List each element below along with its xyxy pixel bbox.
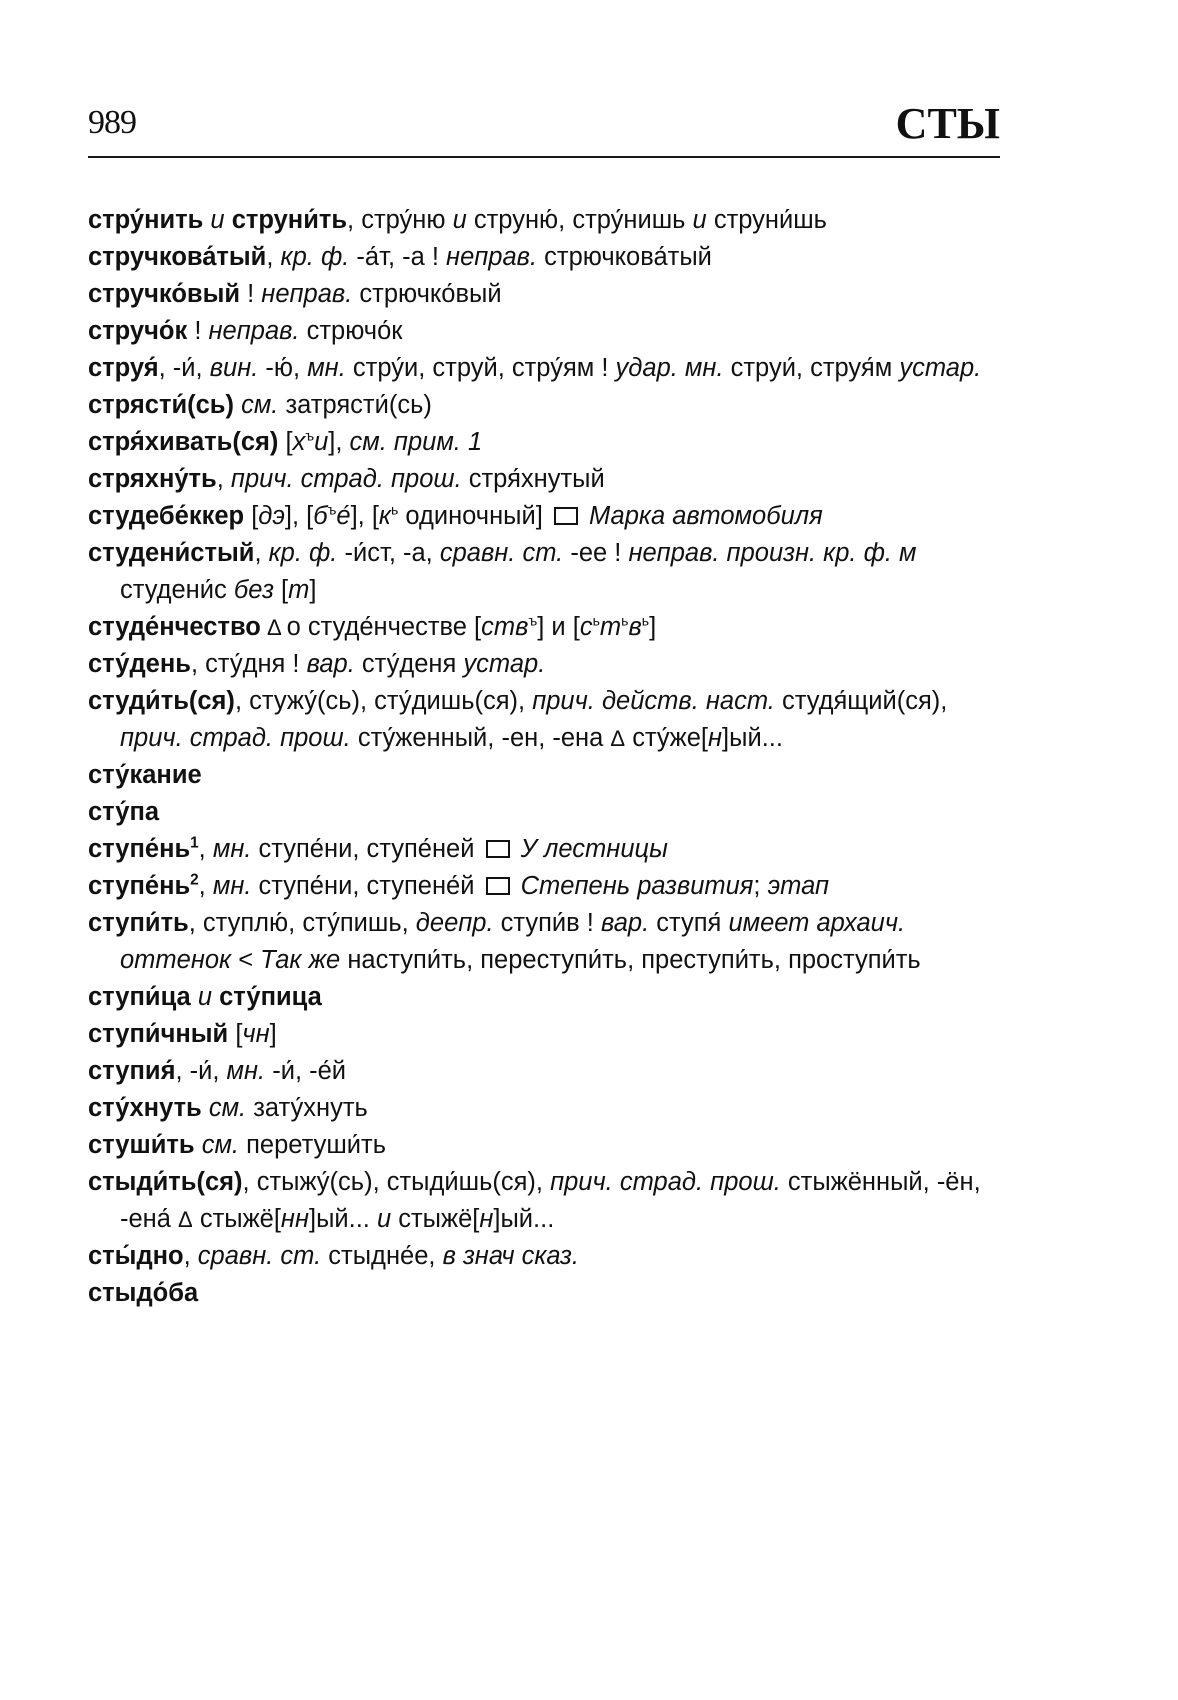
entry-text: ! — [187, 317, 209, 345]
dictionary-entry — [88, 1127, 1000, 1164]
dictionary-entry — [88, 424, 1000, 461]
dictionary-entry — [88, 1275, 1000, 1312]
grammar-note: нн — [280, 1205, 309, 1233]
headword: стыдо́ба — [88, 1279, 199, 1307]
grammar-note: и — [203, 206, 232, 234]
grammar-note: вар. — [306, 650, 355, 678]
entry-text: ступи́в ! — [493, 909, 601, 937]
headword: студи́ть(ся) — [88, 687, 235, 715]
grammar-note: без — [233, 576, 274, 604]
entry-text: ]ый... — [722, 724, 783, 752]
dictionary-entry — [88, 1090, 1000, 1127]
entry-text: , стужу́(сь), сту́дишь(ся), — [234, 687, 533, 715]
entry-text: стрючкова́тый — [537, 243, 712, 271]
entry-text: , — [266, 243, 281, 271]
grammar-note: см. прим. 1 — [349, 428, 483, 456]
headword: струя́ — [88, 354, 159, 382]
definition-box-icon — [486, 877, 510, 895]
entry-text: ] и [ — [537, 613, 580, 641]
grammar-note: см. — [241, 391, 279, 419]
grammar-note: в — [628, 613, 642, 641]
grammar-note: и — [452, 206, 467, 234]
headword: стряхну́ть — [88, 465, 217, 493]
grammar-note: и — [376, 1205, 392, 1233]
headword: ступе́нь — [88, 835, 191, 863]
entry-text: , стру́ню — [347, 206, 453, 234]
entry-text: , стыжу́(сь), стыди́шь(ся), — [242, 1168, 551, 1196]
phonetic-mark: ъ — [305, 427, 315, 444]
grammar-note: вин. — [209, 354, 259, 382]
entry-text: , ступлю́, сту́пишь, — [188, 909, 416, 937]
entry-text: , сту́дня ! — [190, 650, 307, 678]
entry-text: стыдне́е, — [321, 1242, 443, 1270]
grammar-note: н — [479, 1205, 494, 1233]
entry-text: , — [183, 1242, 198, 1270]
grammar-note: неправ. — [446, 243, 538, 271]
entry-text: стру́и, струй, стру́ям ! — [345, 354, 616, 382]
grammar-note: устар. — [899, 354, 982, 382]
dictionary-entry — [88, 1164, 1000, 1238]
grammar-note: мн. — [212, 872, 252, 900]
entry-text: стрючко́вый — [352, 280, 502, 308]
headword: сты́дно — [88, 1242, 184, 1270]
headword: ступия́ — [88, 1057, 176, 1085]
definition-box-icon — [486, 840, 510, 858]
dictionary-entry — [88, 535, 1000, 609]
triangle-icon: Δ — [178, 1207, 193, 1232]
entry-text: одиночный] — [398, 502, 550, 530]
grammar-note: см. — [208, 1094, 247, 1122]
grammar-note: имеет архаич. оттенок — [120, 909, 906, 974]
entry-text: -и́ст, -а, — [337, 539, 440, 567]
grammar-note: и — [692, 206, 707, 234]
grammar-note: сравн. ст. — [197, 1242, 322, 1270]
dictionary-entry — [88, 387, 1000, 424]
entry-text: -ее ! — [563, 539, 629, 567]
entry-text: ; — [753, 872, 768, 900]
headword: стыди́ть(ся) — [88, 1168, 243, 1196]
grammar-note: прич. страд. прош. — [120, 724, 351, 752]
headword: студени́стый — [88, 539, 255, 567]
grammar-note: дэ — [258, 502, 285, 530]
entry-text: ] — [269, 1020, 277, 1048]
dictionary-entry — [88, 757, 1000, 794]
headword: стуши́ть — [88, 1131, 195, 1159]
headword: ступи́ть — [88, 909, 189, 937]
entry-text: струню́, стру́нишь — [466, 206, 693, 234]
entry-text: , -и́, — [175, 1057, 227, 1085]
entry-text: сту́же[ — [625, 724, 708, 752]
grammar-note: сравн. ст. — [439, 539, 564, 567]
dictionary-entry — [88, 1053, 1000, 1090]
entry-text: ] — [649, 613, 657, 641]
entry-text — [202, 1094, 209, 1122]
dictionary-entries — [88, 202, 1000, 1312]
phonetic-mark: ь — [390, 501, 399, 518]
entry-text: студя́щий(ся), — [774, 687, 948, 715]
dictionary-entry — [88, 313, 1000, 350]
entry-text: стря́хнутый — [461, 465, 605, 493]
phonetic-mark: ъ — [327, 501, 337, 518]
entry-text — [582, 502, 589, 530]
grammar-note: б — [313, 502, 328, 530]
entry-text: стрючо́к — [299, 317, 403, 345]
grammar-note: неправ. — [208, 317, 300, 345]
definition-box-icon — [554, 507, 578, 525]
headword: стру́нить — [88, 206, 204, 234]
grammar-note: т — [599, 613, 622, 641]
grammar-note: неправ. произн. кр. ф. м — [628, 539, 917, 567]
grammar-note: мн. — [212, 835, 252, 863]
entry-text: ! — [240, 280, 262, 308]
entry-text: сту́деня — [354, 650, 464, 678]
headword: ступе́нь — [88, 872, 191, 900]
dictionary-entry — [88, 1238, 1000, 1275]
entry-text: стыжё[ — [391, 1205, 480, 1233]
entry-text: сту́женный, -ен, -ена — [350, 724, 611, 752]
entry-text: стыжё[ — [192, 1205, 281, 1233]
entry-text: [ — [228, 1020, 243, 1048]
grammar-note: и — [314, 428, 329, 456]
grammar-note: вар. — [600, 909, 650, 937]
grammar-note: х — [292, 428, 306, 456]
grammar-note: мн. — [307, 354, 346, 382]
entry-text: струни́шь — [706, 206, 827, 234]
headword: ступи́ца — [88, 983, 191, 1011]
headword: студе́нчество — [88, 613, 261, 641]
homonym-number: 1 — [190, 834, 199, 852]
dictionary-entry — [88, 350, 1000, 387]
headword: студебе́ккер — [88, 502, 245, 530]
triangle-icon: Δ — [260, 615, 287, 640]
headword: стрясти́(сь) — [88, 391, 234, 419]
entry-text — [514, 872, 521, 900]
entry-text: затрясти́(сь) — [278, 391, 432, 419]
entry-text: -а́т, -а ! — [349, 243, 447, 271]
entry-text: , — [216, 465, 231, 493]
grammar-note: этап — [767, 872, 830, 900]
headword: сту́хнуть — [88, 1094, 202, 1122]
entry-text: о студе́нчестве [ — [286, 613, 482, 641]
grammar-note: Степень развития — [520, 872, 754, 900]
entry-text: зату́хнуть — [246, 1094, 368, 1122]
grammar-note: кр. ф. — [280, 243, 350, 271]
dictionary-entry — [88, 276, 1000, 313]
entry-text: ]ый... — [308, 1205, 377, 1233]
entry-text — [195, 1131, 202, 1159]
entry-text: ]ый... — [493, 1205, 555, 1233]
triangle-icon: Δ — [610, 726, 626, 751]
entry-text: -ю́, — [258, 354, 308, 382]
entry-text: студени́с — [120, 576, 234, 604]
entry-text: , — [198, 835, 213, 863]
headword: сту́день — [88, 650, 191, 678]
grammar-note: устар. — [463, 650, 546, 678]
entry-text: , — [254, 539, 269, 567]
headword: стря́хивать(ся) — [88, 428, 279, 456]
headword: сту́па — [88, 798, 160, 826]
dictionary-entry — [88, 461, 1000, 498]
entry-text: [ — [278, 428, 293, 456]
dictionary-entry — [88, 831, 1000, 868]
grammar-note: прич. страд. прош. — [230, 465, 462, 493]
entry-text: ступе́ни, ступене́й — [251, 872, 482, 900]
dictionary-entry — [88, 646, 1000, 683]
grammar-note: Так же — [260, 946, 341, 974]
page-number: 989 — [88, 104, 136, 141]
entry-text: [ — [273, 576, 289, 604]
entry-text: ], [ — [350, 502, 379, 530]
dictionary-entry — [88, 905, 1000, 979]
headword: сту́кание — [88, 761, 202, 789]
grammar-note: см. — [201, 1131, 240, 1159]
grammar-note: мн. — [226, 1057, 266, 1085]
grammar-note: чн — [242, 1020, 270, 1048]
headword: струни́ть — [231, 206, 348, 234]
entry-text: перетуши́ть — [239, 1131, 386, 1159]
entry-text: < — [231, 946, 261, 974]
grammar-note: кр. ф. — [268, 539, 338, 567]
grammar-note: неправ. — [261, 280, 353, 308]
phonetic-mark: ь — [641, 612, 650, 629]
headword: стручко́вый — [88, 280, 241, 308]
dictionary-entry — [88, 498, 1000, 535]
headword: стручкова́тый — [88, 243, 267, 271]
dictionary-entry — [88, 794, 1000, 831]
grammar-note: деепр. — [415, 909, 494, 937]
grammar-note: У лестницы — [520, 835, 668, 863]
phonetic-mark: ъ — [528, 612, 538, 629]
entry-text: стыжённый, -ён, -ена́ — [120, 1168, 981, 1233]
grammar-note: т — [288, 576, 310, 604]
entry-text — [514, 835, 521, 863]
grammar-note: е́ — [336, 502, 351, 530]
grammar-note: и — [190, 983, 220, 1011]
entry-text: ступя́ — [649, 909, 729, 937]
entry-text: -и́, -е́й — [265, 1057, 347, 1085]
grammar-note: н — [707, 724, 723, 752]
homonym-number: 2 — [190, 871, 199, 889]
dictionary-entry — [88, 1016, 1000, 1053]
grammar-note: прич. действ. наст. — [532, 687, 775, 715]
entry-text: [ — [244, 502, 259, 530]
running-head: СТЫ — [895, 99, 1000, 148]
grammar-note: Марка автомобиля — [589, 502, 823, 530]
phonetic-mark: ь — [592, 612, 600, 629]
grammar-note: ств — [481, 613, 529, 641]
page-header — [88, 100, 1000, 158]
entry-text: ступе́ни, ступе́ней — [251, 835, 482, 863]
grammar-note: к — [378, 502, 391, 530]
dictionary-entry — [88, 202, 1000, 239]
entry-text: наступи́ть, переступи́ть, преступи́ть, проступи́ть — [340, 946, 921, 974]
entry-text: ], [ — [284, 502, 314, 530]
entry-text: , -и́, — [158, 354, 210, 382]
headword: сту́пица — [219, 983, 322, 1011]
phonetic-mark: ь — [621, 612, 629, 629]
headword: ступи́чный — [88, 1020, 229, 1048]
dictionary-entry — [88, 239, 1000, 276]
dictionary-entry — [88, 979, 1000, 1016]
entry-text: струи́, струя́м — [723, 354, 900, 382]
entry-text — [234, 391, 241, 419]
entry-text: ] — [309, 576, 317, 604]
entry-text: ], — [328, 428, 350, 456]
grammar-note: удар. мн. — [615, 354, 724, 382]
grammar-note: с — [579, 613, 593, 641]
grammar-note: в знач сказ. — [442, 1242, 579, 1270]
grammar-note: прич. страд. прош. — [550, 1168, 781, 1196]
entry-text: , — [198, 872, 213, 900]
dictionary-entry — [88, 683, 1000, 757]
dictionary-entry — [88, 868, 1000, 905]
dictionary-entry — [88, 609, 1000, 646]
headword: стручо́к — [88, 317, 188, 345]
